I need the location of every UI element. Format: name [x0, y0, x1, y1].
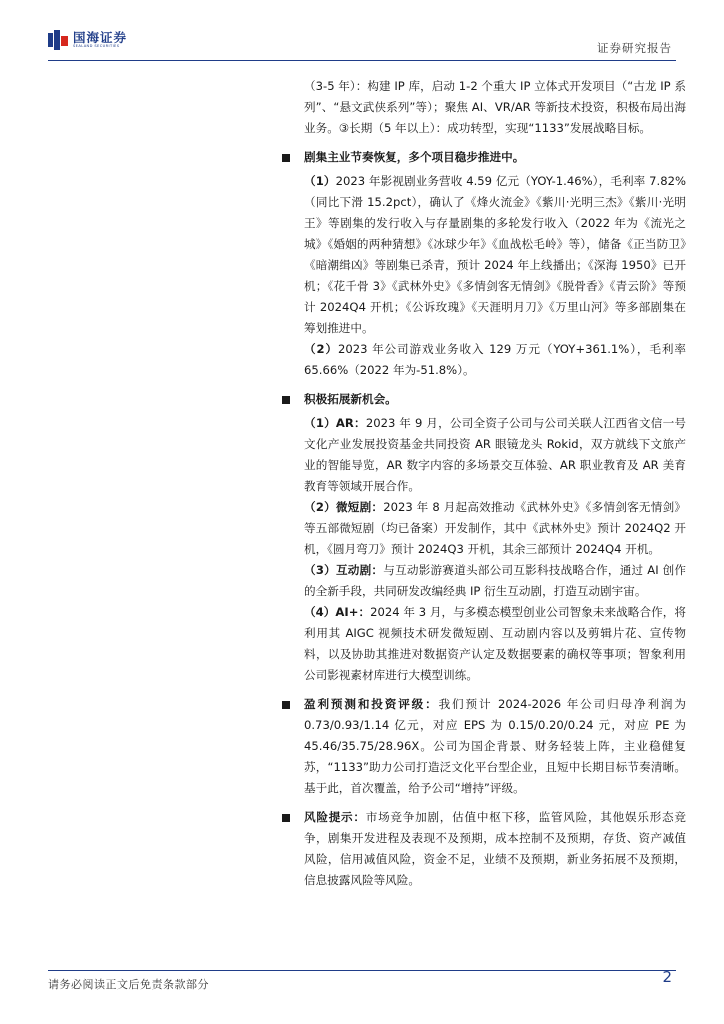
section-title: 剧集主业节奏恢复，多个项目稳步推进中。 [304, 150, 525, 164]
item-label: （1）AR： [304, 416, 366, 430]
square-bullet-icon [282, 396, 290, 404]
footer-divider [48, 970, 676, 971]
list-item [274, 413, 686, 497]
footer-disclaimer: 请务必阅读正文后免责条款部分 [48, 978, 209, 991]
square-bullet-icon [282, 701, 290, 709]
main-content [274, 76, 686, 891]
square-bullet-icon [282, 154, 290, 162]
risk-label: 风险提示： [304, 810, 366, 824]
item-label: （1） [304, 174, 336, 188]
company-logo [48, 30, 127, 50]
section-heading-new-opportunities [274, 389, 686, 410]
item-text: 与互动影游赛道头部公司互影科技战略合作，通过 AI 创作的全新手段，共同研发改编经典 IP 衍生互动剧，打造互动剧宇宙。 [304, 563, 686, 598]
header-divider [48, 60, 676, 61]
list-item [274, 339, 686, 381]
forecast-text: 我们预计 2024-2026 年公司归母净利润为 0.73/0.93/1.14 亿元，对应 EPS 为 0.15/0.20/0.24 元，对应 PE 为 45.46/35.75/28.96X。公司为国企背景、财务轻装上阵，主业稳健复苏，“1133”助力公司打造泛文化平台型企业，且短中长期目标节奏清晰。基于此，首次覆盖，给予公司“增持”评级。 [304, 697, 686, 795]
list-item [274, 497, 686, 560]
item-text: 2024 年 3 月，与多模态模型创业公司智象未来战略合作，将利用其 AIGC 视频技术研发微短剧、互动剧内容以及剪辑片花、宣传物料，以及协助其推进对数据资产认定及数据要素的确权等事项；智象利用公司影视素材库进行大模型训练。 [304, 605, 686, 682]
section-title: 积极拓展新机会。 [304, 392, 397, 406]
logo-cn-text: 国海证券 [73, 30, 128, 45]
intro-paragraph: （3-5 年）：构建 IP 库，启动 1-2 个重大 IP 立体式开发项目（“古龙 IP 系列”、“悬文武侠系列”等）；聚焦 AI、VR/AR 等新技术投资，积极布局出海业务。③长期（5 年以上）：成功转型，实现“1133”发展战略目标。 [304, 79, 686, 135]
list-item [274, 171, 686, 339]
logo-mark-icon [48, 30, 68, 50]
list-item [274, 560, 686, 602]
risk-paragraph [274, 807, 686, 891]
square-bullet-icon [282, 814, 290, 822]
page-header [0, 0, 724, 64]
item-label: （2）微短剧： [304, 500, 384, 514]
risk-text: 市场竞争加剧，估值中枢下移，监管风险，其他娱乐形态竞争，剧集开发进程及表现不及预期，成本控制不及预期，存货、资产减值风险，信用减值风险，资金不足，业绩不及预期，新业务拓展不及预期，信息披露风险等风险。 [304, 810, 686, 887]
page-number: 2 [662, 968, 672, 986]
forecast-paragraph [274, 694, 686, 799]
item-label: （3）互动剧： [304, 563, 384, 577]
doc-type-label: 证券研究报告 [597, 41, 672, 55]
list-item [274, 602, 686, 686]
item-label: （2） [304, 342, 338, 356]
logo-en-text: SEALAND SECURITIES [73, 44, 120, 48]
section-heading-drama [274, 147, 686, 168]
item-text: 2023 年 9 月，公司全资子公司与公司关联人江西省文信一号文化产业发展投资基金共同投资 AR 眼镜龙头 Rokid，双方就线下文旅产业的智能导览，AR 数字内容的多场景交互体验、AR 职业教育及 AR 美育教育等领域开展合作。 [304, 416, 686, 493]
item-text: 2023 年影视剧业务营收 4.59 亿元（YOY-1.46%），毛利率 7.82%（同比下滑 15.2pct），确认了《烽火流金》《紫川·光明三杰》《紫川·光明王》等剧集的发行收入与存量剧集的多轮发行收入（2022 年为《流光之城》《婚姻的两种猜想》《冰球少年》《血战松毛岭》等），储备《正当防卫》《暗潮缉凶》等剧集已杀青，预计 2024 年上线播出；《深海 1950》已开机；《花千骨 3》《武林外史》《多情剑客无情剑》《脱骨香》《青云阶》等预计 2024Q4 开机；《公诉玫瑰》《天涯明月刀》《万里山河》等多部剧集在筹划推进中。 [304, 174, 686, 335]
item-text: 2023 年 8 月起高效推动《武林外史》《多情剑客无情剑》等五部微短剧（均已备案）开发制作，其中《武林外史》预计 2024Q2 开机，《圆月弯刀》预计 2024Q3 开机，其余三部预计 2024Q4 开机。 [304, 500, 686, 556]
item-text: 2023 年公司游戏业务收入 129 万元（YOY+361.1%），毛利率 65.66%（2022 年为-51.8%）。 [304, 342, 686, 377]
forecast-label: 盈利预测和投资评级： [304, 697, 439, 711]
item-label: （4）AI+： [304, 605, 371, 619]
